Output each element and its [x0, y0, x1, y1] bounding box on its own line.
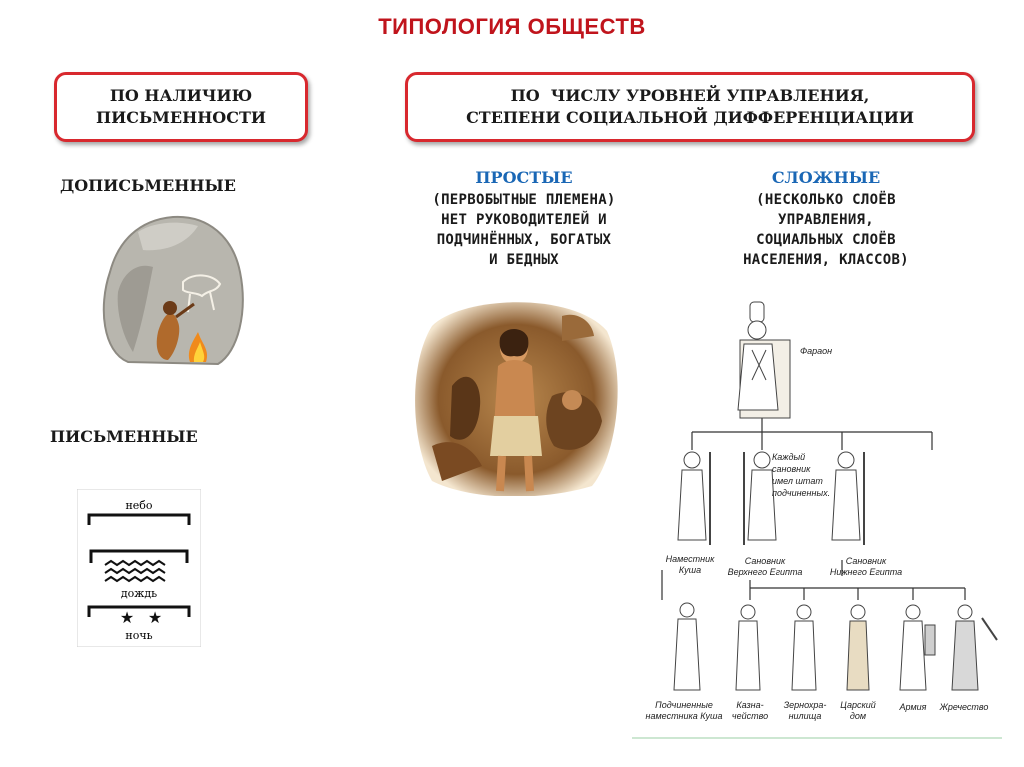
treasury-figure [736, 605, 760, 690]
complex-description [680, 190, 972, 270]
lower-egypt-official-label: Сановник [845, 556, 887, 566]
priesthood-label: Жречество [939, 702, 989, 712]
granaries-label: Зернохра- [783, 700, 827, 710]
royal-house-label: дом [849, 711, 867, 721]
army-figure [900, 605, 935, 690]
priesthood-figure [952, 605, 997, 690]
upper-egypt-official-label: Сановник [744, 556, 786, 566]
criterion-writing-line2: ПИСЬМЕННОСТИ [96, 108, 266, 127]
granaries-figure [792, 605, 816, 690]
royal-house-label: Царский [840, 700, 876, 710]
cave-painting-illustration [98, 212, 248, 372]
lower-egypt-official-figure [832, 452, 864, 545]
staff-note-line: Каждый [772, 452, 806, 462]
upper-egypt-official-label: Верхнего Египта [727, 567, 803, 577]
staff-note-line: подчиненных. [772, 488, 831, 498]
page-title: ТИПОЛОГИЯ ОБЩЕСТВ [378, 14, 646, 39]
criterion-writing-box [54, 72, 308, 142]
complex-line: НАСЕЛЕНИЯ, КЛАССОВ) [743, 252, 909, 268]
svg-text:★: ★ [147, 610, 163, 627]
kush-subordinates-label: наместника Куша [645, 711, 723, 721]
svg-text:★: ★ [119, 610, 135, 627]
army-label: Армия [899, 702, 927, 712]
simple-description [378, 190, 670, 270]
treasury-label: Казна- [736, 700, 764, 710]
simple-heading: ПРОСТЫЕ [475, 168, 573, 187]
complex-line: СОЦИАЛЬНЫХ СЛОЁВ [756, 232, 896, 248]
simple-line: НЕТ РУКОВОДИТЕЛЕЙ И [441, 212, 607, 228]
simple-line: И БЕДНЫХ [489, 252, 559, 268]
staff-note-line: сановник [772, 464, 811, 474]
pharaoh-hierarchy-diagram [632, 300, 1002, 740]
simple-line: (ПЕРВОБЫТНЫЕ ПЛЕМЕНА) [432, 192, 616, 208]
criterion-management-line2: СТЕПЕНИ СОЦИАЛЬНОЙ ДИФФЕРЕНЦИАЦИИ [466, 108, 914, 127]
glyph-label-night: ночь [125, 629, 153, 642]
simple-line: ПОДЧИНЁННЫХ, БОГАТЫХ [436, 232, 612, 248]
criterion-management-box [405, 72, 975, 142]
pictogram-tablet [77, 489, 201, 647]
complex-line: (НЕСКОЛЬКО СЛОЁВ [756, 192, 896, 208]
pharaoh-figure [738, 302, 790, 418]
staff-note-line: имел штат [772, 476, 823, 486]
kush-subordinates-figure [674, 603, 700, 690]
royal-house-figure [847, 605, 869, 690]
governor-of-kush-label: Куша [678, 565, 702, 575]
complex-line: УПРАВЛЕНИЯ, [777, 212, 875, 228]
treasury-label: чейство [731, 711, 769, 721]
complex-heading: СЛОЖНЫЕ [771, 168, 881, 187]
kush-subordinates-label: Подчиненные [655, 700, 713, 710]
glyph-label-sky: небо [125, 499, 153, 512]
governor-of-kush-label: Наместник [665, 554, 715, 564]
lower-egypt-official-label: Нижнего Египта [829, 567, 903, 577]
pharaoh-label: Фараон [800, 346, 833, 356]
primitive-tribe-illustration [412, 296, 618, 496]
glyph-label-rain: дождь [120, 587, 158, 600]
preliterate-label: ДОПИСЬМЕННЫЕ [60, 176, 236, 195]
granaries-label: нилища [788, 711, 822, 721]
governor-of-kush-figure [678, 452, 710, 545]
literate-label: ПИСЬМЕННЫЕ [50, 427, 198, 446]
criterion-management-line1: ПО ЧИСЛУ УРОВНЕЙ УПРАВЛЕНИЯ, [510, 86, 870, 105]
criterion-writing-line1: ПО НАЛИЧИЮ [109, 86, 253, 105]
